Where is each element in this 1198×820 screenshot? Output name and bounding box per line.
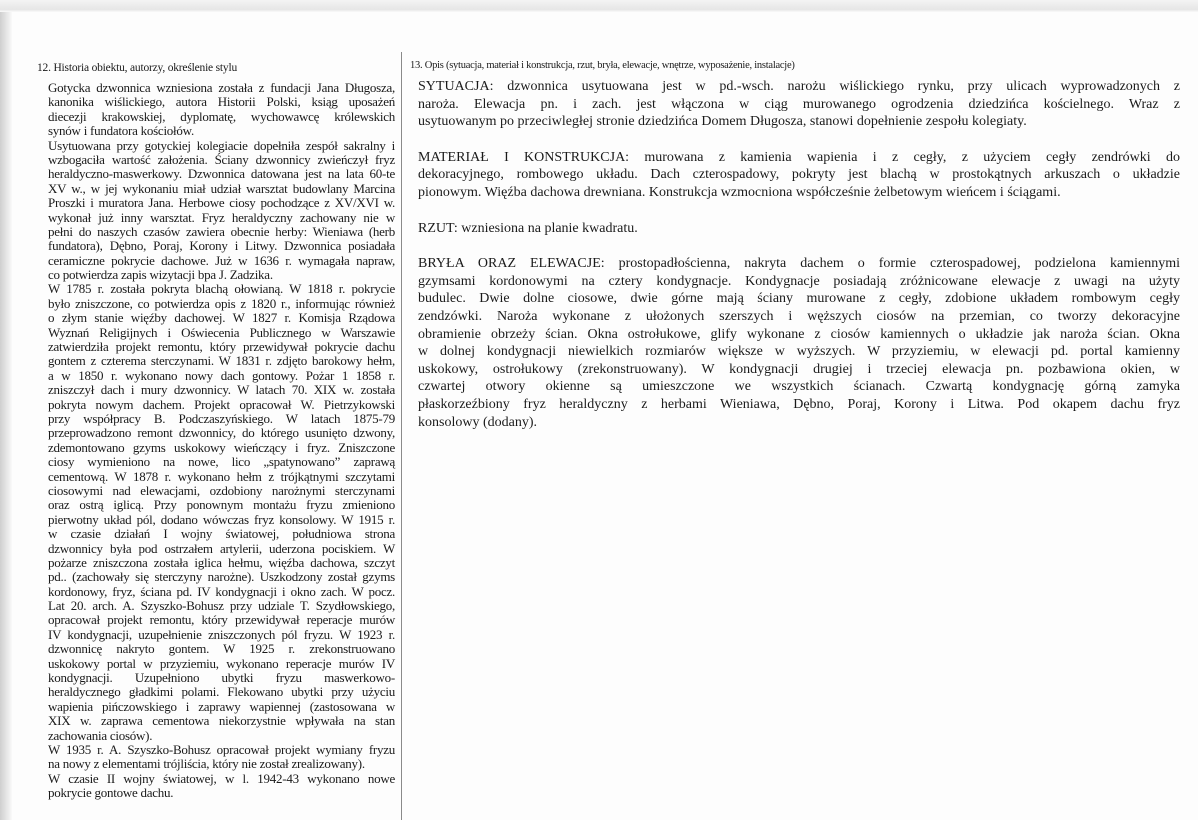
text-line: Gotycka dzwonnica wzniesiona została z fundacji Jana Długosza, (48, 80, 395, 95)
text-line: pionowym. Więźba dachowa drewniana. Konstrukcja wzmocniona współcześnie żelbetowym wieńcem i ściągami. (418, 184, 1061, 200)
text-line: płaskorzeźbiony fryz heraldyczny z herbami Wieniawa, Dębno, Poraj, Korony i Litwa. Pod okapem dachu fryz (418, 396, 1180, 412)
text-line: budulec. Dwie dolne ciosowe, dwie górne mają ściany murowane z cegły, zdobione układem rombowym cegły (418, 291, 1180, 307)
text-line: ciosowymi nad elewacjami, ozdobiony narożnymi sterczynami (48, 482, 395, 498)
text-line: RZUT: wzniesiona na planie kwadratu. (418, 220, 638, 236)
history-column (48, 81, 395, 801)
text-line: usytuowanym po przeciwległej stronie dziedzińca Domem Długosza, stanowi dopełnienie zespołu kolegiaty. (418, 114, 1027, 130)
text-line: kordonowy, fryz, ściana pd. IV kondygnacji i okno zach. W pocz. (48, 583, 395, 599)
text-line: Usytuowana przy gotyckiej kolegiacie dopełniła zespół sakralny i (48, 137, 395, 153)
text-line: na nowy z elementami trójliścia, który nie został zrealizowany). (48, 756, 365, 772)
text-line: kanonika wiślickiego, autora Historii Polski, ksiąg uposażeń (48, 94, 395, 110)
text-line: BRYŁA ORAZ ELEWACJE: prostopadłościenna, nakryta dachem o formie czterospadowej, podzielona kamiennymi (418, 256, 1180, 272)
text-line: MATERIAŁ I KONSTRUKCJA: murowana z kamienia wapienia i z cegły, z użyciem cegły zendrówki do (418, 149, 1180, 165)
text-line: Proszki i muratora Jana. Herbowe ciosy pochodzące z XV/XVI w. (48, 195, 395, 211)
text-line: wykonał już inny warsztat. Fryz heraldyczny zachowany nie w (48, 209, 395, 225)
text-line: pokryta nowym dachem. Projekt opracował W. Pietrzykowski (48, 396, 395, 412)
text-line: wzbogaciła wartość założenia. Ściany dzwonnicy zwieńczył fryz (48, 151, 395, 167)
text-line: konsolowy (dodany). (418, 414, 537, 430)
text-line: oraz ostrą iglicą. Przy ponownym montażu fryzu zmieniono (48, 497, 395, 513)
description-column (418, 78, 1180, 449)
section-material-i-konstrukcja (418, 149, 1180, 202)
text-line: SYTUACJA: dzwonnica usytuowana jest w pd.-wsch. narożu wiślickiego rynku, przy ulicach wyprowadzonych z (418, 79, 1180, 94)
scan-shadow-left (0, 0, 12, 820)
text-line: XIX w. zaprawa cementowa niekorzystnie wpływała na stan (48, 713, 395, 729)
text-line: pd.. (zachowały się sterczyny narożne). Uszkodzony został gzyms (48, 569, 395, 585)
scan-shadow-top (0, 0, 1198, 12)
text-line: o złym stanie więźby dachowej. W 1827 r. Komisja Rządowa (48, 310, 395, 326)
text-line: zniszczył dach i mury dzwonnicy. W latach 70. XIX w. została (48, 382, 395, 398)
section-bryla-oraz-elewacje (418, 255, 1180, 431)
text-line: przy współpracy B. Podczaszyńskiego. W latach 1875-79 (48, 410, 395, 426)
text-line: pożarze zniszczona została iglica hełmu, więźba dachowa, szczyt (48, 554, 395, 570)
text-line: wapienia pińczowskiego i zaprawy wapiennej (zastosowana w (48, 698, 395, 714)
text-line: IV kondygnacji, uzupełnienie zniszczonych pól fryzu. W 1923 r. (48, 626, 395, 642)
text-line: pełni do naszych czasów zawiera obecnie herby: Wieniawa (herb (48, 223, 395, 239)
text-line: gzymsami kordonowymi na cztery kondygnacje. Kondygnacje posiadają zróżnicowane elewacje z uwagi na użyty (418, 273, 1180, 289)
text-line: w dolnej kondygnacji niewielkich rozmiarów większe w wyższych. W przyziemiu, w elewacji pd. portal kamienny (418, 344, 1180, 360)
text-line: synów i fundatora kościołów. (48, 123, 194, 139)
text-line: uskokowy, ostrołukowy (zrekonstruowany). W kondygnacji drugiej i trzeciej elewacja pn. pozbawiona okien, w (418, 361, 1180, 377)
text-line: XV w., w jej wykonaniu miał udział warsztat budowlany Marcina (48, 180, 395, 196)
section-12-heading: 12. Historia obiektu, autorzy, określenie stylu (37, 62, 238, 74)
text-line: opracował projekt remontu, który przewidywał reperacje murów (48, 612, 395, 628)
section-13-heading: 13. Opis (sytuacja, materiał i konstrukcja, rzut, bryła, elewacje, wnętrze, wyposażenie, instalacje) (410, 60, 795, 71)
section-sytuacja (418, 78, 1180, 131)
text-line: W 1935 r. A. Szyszko-Bohusz opracował projekt wymiany fryzu (48, 741, 395, 757)
text-line: heraldycznego gładkimi polami. Flekowano ubytki przy użyciu (48, 684, 395, 700)
text-line: w czasie działań I wojny światowej, południowa strona (48, 526, 395, 542)
text-line: a w 1850 r. wykonano nowy dach gontowy. Pożar 1 1858 r. (48, 367, 395, 383)
text-line: dekoracyjnego, rombowego układu. Dach czterospadowy, pokryty jest blachą w prostokątnych arkuszach o układzie (418, 167, 1180, 183)
text-line: dzwonnicę nakryto gontem. W 1925 r. zrekonstruowano (48, 641, 395, 657)
text-line: cementową. W 1878 r. wykonano hełm z trójkątnymi szczytami (48, 468, 395, 484)
section-rzut (418, 220, 1180, 238)
text-line: gontem z czterema sterczynami. W 1831 r. zdjęto barokowy hełm, (48, 353, 395, 369)
text-line: diecezji krakowskiej, dyplomatę, wychowawcę królewskich (48, 108, 395, 124)
text-line: W 1785 r. została pokryta blachą ołowianą. W 1818 r. pokrycie (48, 281, 395, 297)
text-line: zatwierdziła projekt remontu, który przewidywał pokrycie dachu (48, 339, 395, 355)
text-line: obramienie obrzeży ścian. Okna ostrołukowe, glify wykonane z ciosów kamiennych o układzie jak naroża ścian. Okna (418, 326, 1180, 342)
text-line: dzwonnicy była pod ostrzałem artylerii, uderzona pociskiem. W (48, 540, 395, 556)
text-line: uskokowy portal w przyziemiu, wykonano reperacje murów IV (48, 655, 395, 671)
text-line: przeprowadzono remont dzwonnicy, do którego usunięto dzwony, (48, 425, 395, 441)
text-line: heraldyczno-maswerkowy. Dzwonnica datowana jest na lata 60-te (48, 166, 395, 182)
text-line: co potwierdza zapis wizytacji bpa J. Zadzika. (48, 267, 273, 283)
text-line: zdemontowano gzyms uskokowy wieńczący i fryz. Zniszczone (48, 439, 395, 455)
text-line: zendzówki. Naroża wykonane z ułożonych szerszych i węższych ciosów na przemian, co tworzy dekoracyjne (418, 308, 1180, 324)
text-line: pokrycie gontowe dachu. (48, 785, 174, 801)
text-line: było zniszczone, co potwierdza opis z 1820 r., informując również (48, 295, 395, 311)
text-line: ciosy wymieniono na nowe, lico „spatynowano” zaprawą (48, 454, 395, 470)
text-line: kondygnacji. Uzupełniono ubytki fryzu maswerkowo- (48, 670, 395, 686)
column-divider (401, 52, 402, 820)
text-line: naroża. Elewacja pn. i zach. jest włączona w ciąg murowanego ogrodzenia dziedzińca kościelnego. Wraz z (418, 96, 1180, 112)
text-line: pierwotny układ pól, dodano wówczas fryz konsolowy. W 1915 r. (48, 511, 395, 527)
text-line: Lat 20. arch. A. Szyszko-Bohusz przy udziale T. Szydłowskiego, (48, 598, 395, 614)
text-line: W czasie II wojny światowej, w l. 1942-43 wykonano nowe (48, 770, 395, 786)
text-line: zachowania ciosów). (48, 727, 153, 743)
text-line: czwartej otwory okienne są umieszczone we wszystkich ścianach. Czwartą kondygnację górną zamyka (418, 379, 1180, 395)
text-line: fundatora), Dębno, Poraj, Korony i Litwy. Dzwonnica posiadała (48, 238, 395, 254)
text-line: ceramiczne pokrycie dachowe. Już w 1636 r. wymagała napraw, (48, 252, 395, 268)
text-line: Wyznań Religijnych i Oświecenia Publicznego w Warszawie (48, 324, 395, 340)
